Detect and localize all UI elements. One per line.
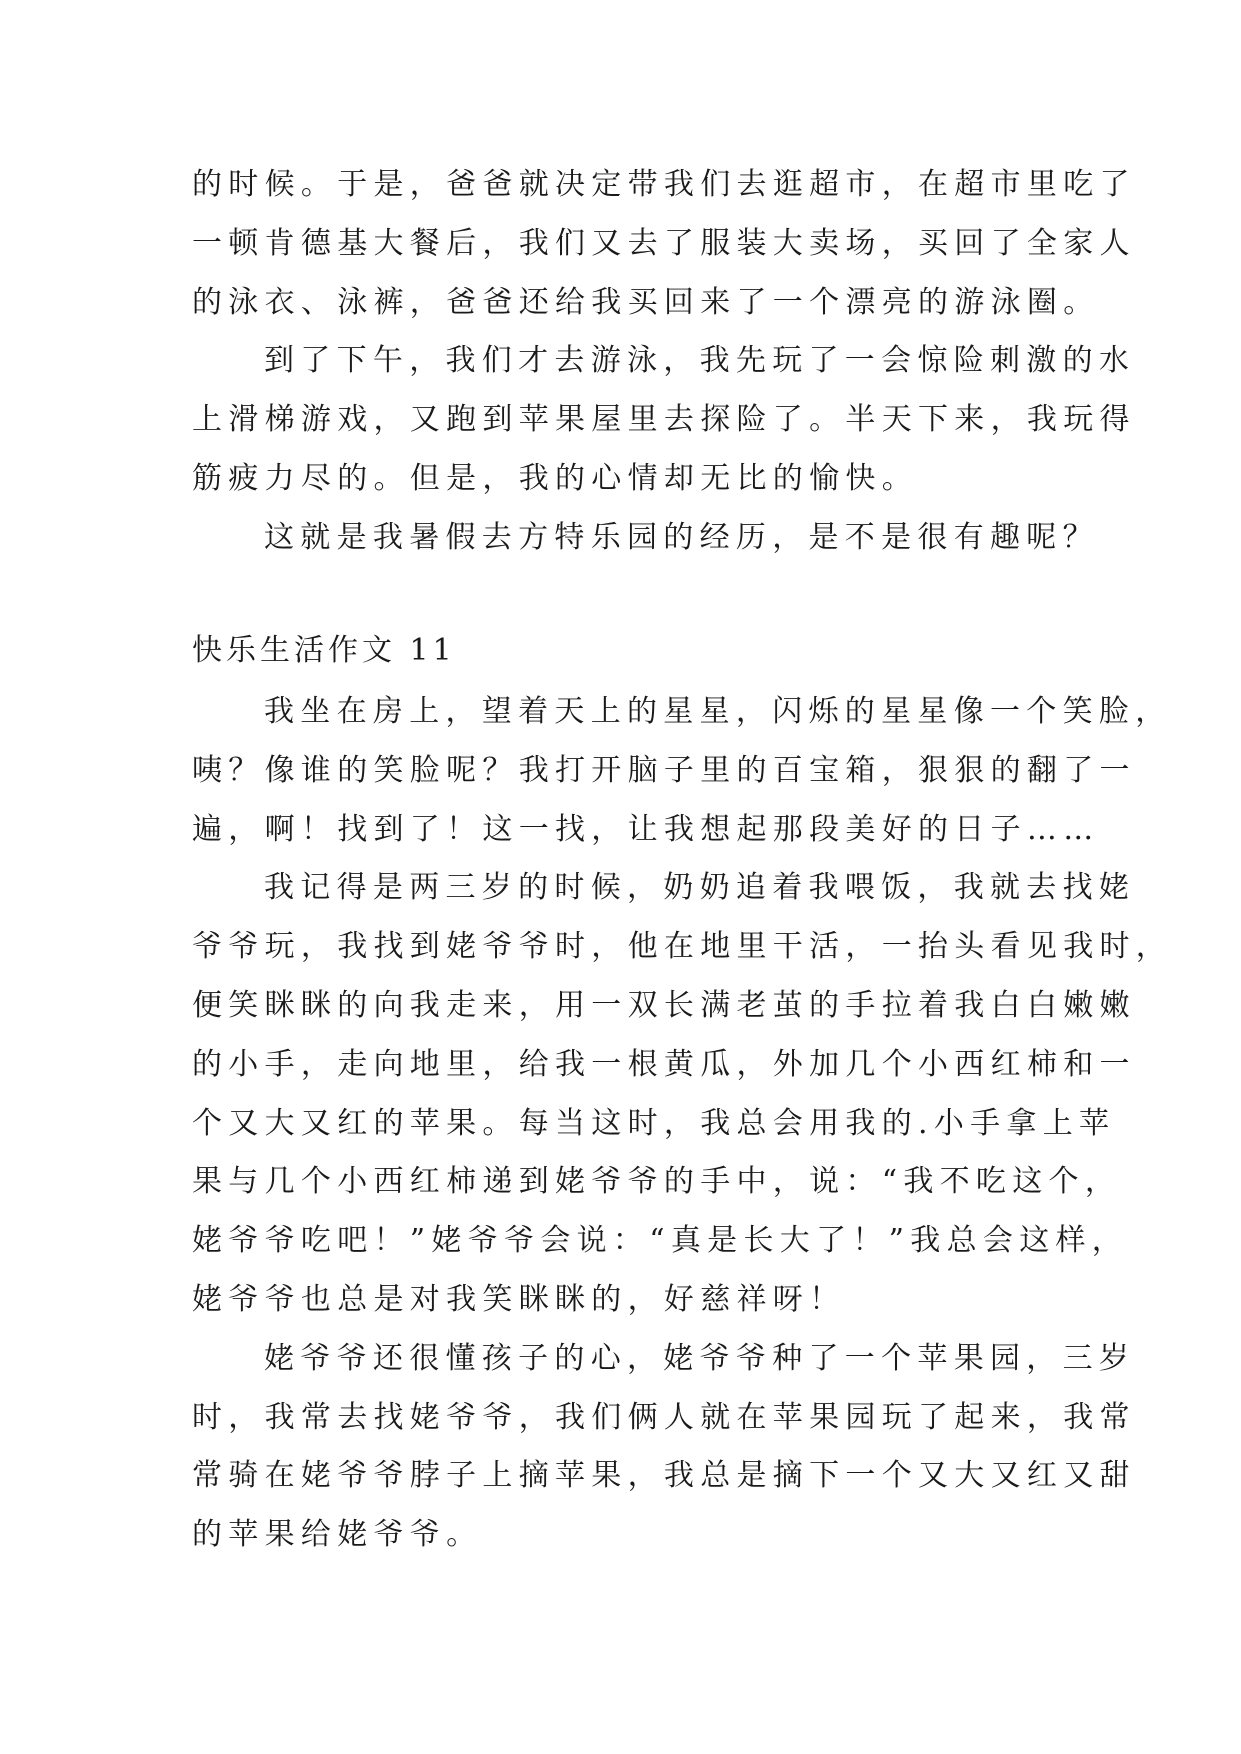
paragraph-line: 爷爷玩，我找到姥爷爷时，他在地里干活，一抬头看见我时， xyxy=(192,929,1173,965)
paragraph-line: 时，我常去找姥爷爷，我们俩人就在苹果园玩了起来，我常 xyxy=(192,1399,1136,1435)
paragraph-line: 筋疲力尽的。但是，我的心情却无比的愉快。 xyxy=(192,460,918,496)
paragraph-line: 便笑眯眯的向我走来，用一双长满老茧的手拉着我白白嫩嫩 xyxy=(192,987,1136,1023)
paragraph-first-line: 姥爷爷还很懂孩子的心，姥爷爷种了一个苹果园，三岁 xyxy=(264,1340,1136,1376)
paragraph-first-line: 我坐在房上，望着天上的星星，闪烁的星星像一个笑脸， xyxy=(264,694,1172,729)
paragraph-line: 个又大又红的苹果。每当这时，我总会用我的.小手拿上苹 xyxy=(192,1105,1116,1141)
top-text-block xyxy=(192,156,1136,568)
paragraph-line: 遍，啊！找到了！这一找，让我想起那段美好的日子…… xyxy=(192,811,1100,847)
bottom-text-block xyxy=(192,683,1173,1565)
paragraph-line: 果与几个小西红柿递到姥爷爷的手中，说：“我不吃这个， xyxy=(192,1164,1122,1200)
paragraph-line: 咦？像谁的笑脸呢？我打开脑子里的百宝箱，狠狠的翻了一 xyxy=(192,752,1136,788)
paragraph-line: 上滑梯游戏，又跑到苹果屋里去探险了。半天下来，我玩得 xyxy=(192,402,1136,438)
paragraph-line: 的苹果给姥爷爷。 xyxy=(192,1517,483,1553)
paragraph-line: 的小手，走向地里，给我一根黄瓜，外加几个小西红柿和一 xyxy=(192,1046,1136,1082)
paragraph-first-line: 这就是我暑假去方特乐园的经历，是不是很有趣呢？ xyxy=(264,519,1099,555)
paragraph-line: 的时候。于是，爸爸就决定带我们去逛超市，在超市里吃了 xyxy=(192,167,1136,202)
paragraph-line: 的泳衣、泳裤，爸爸还给我买回来了一个漂亮的游泳圈。 xyxy=(192,284,1100,320)
paragraph-line: 常骑在姥爷爷脖子上摘苹果，我总是摘下一个又大又红又甜 xyxy=(192,1458,1136,1494)
paragraph-first-line: 我记得是两三岁的时候，奶奶追着我喂饭，我就去找姥 xyxy=(264,870,1136,906)
paragraph-line: 姥爷爷也总是对我笑眯眯的，好慈祥呀！ xyxy=(192,1281,846,1317)
section-title: 快乐生活作文 11 xyxy=(192,633,456,668)
paragraph-first-line: 到了下午，我们才去游泳，我先玩了一会惊险刺激的水 xyxy=(264,343,1136,379)
paragraph-line: 姥爷爷吃吧！”姥爷爷会说：“真是长大了！”我总会这样， xyxy=(192,1223,1129,1259)
paragraph-line: 一顿肯德基大餐后，我们又去了服装大卖场，买回了全家人 xyxy=(192,225,1136,261)
